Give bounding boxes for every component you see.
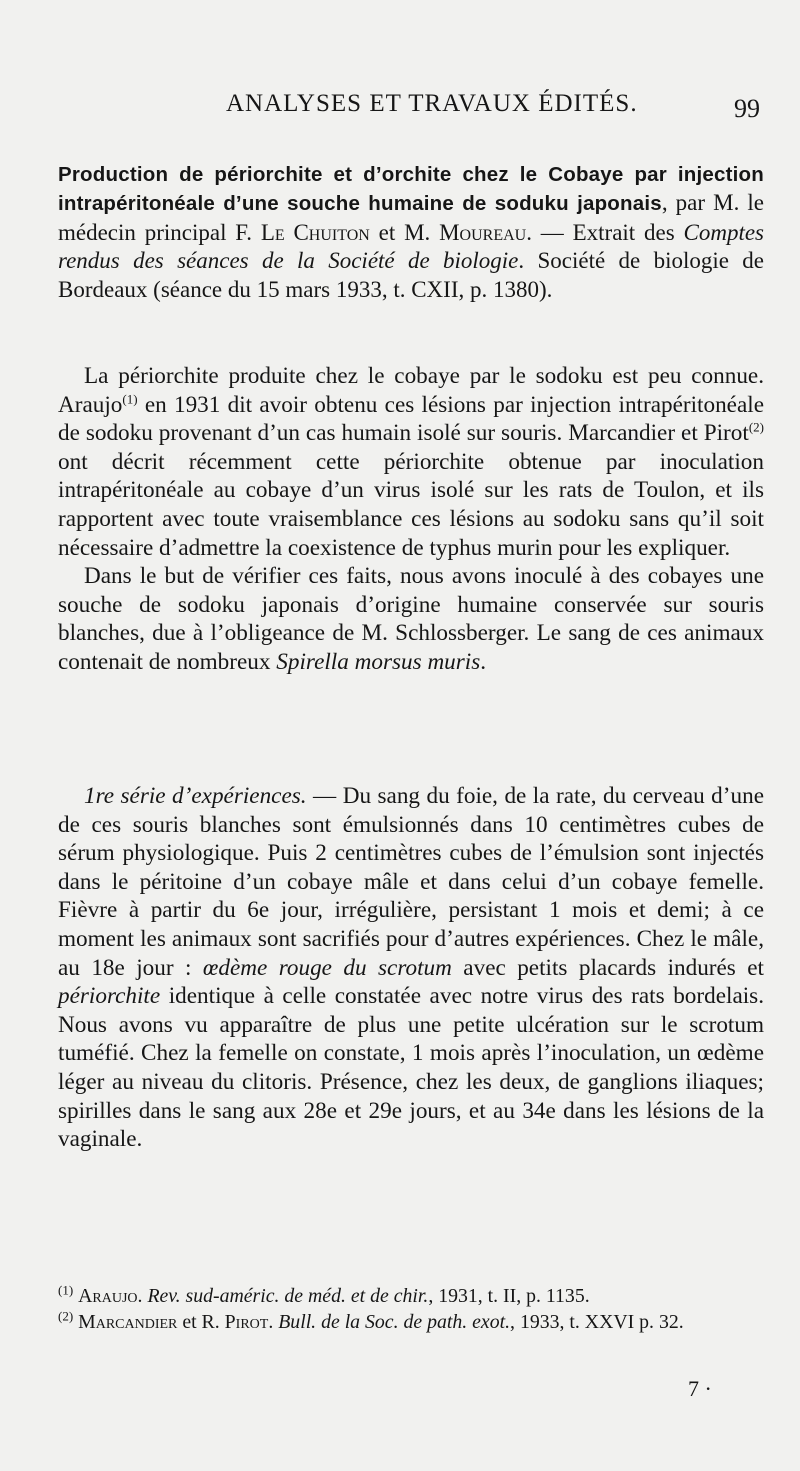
article-byline-part: et M. — [369, 219, 440, 245]
footnote-author: Marcandier — [78, 1311, 178, 1334]
paragraph-text: . — [480, 648, 487, 675]
emphasis: œdème rouge du scrotum — [202, 954, 452, 981]
footnote-journal: Rev. sud-améric. de méd. et de chir. — [147, 1285, 429, 1307]
paragraph-text: identique à celle constatée avec notre virus des rats bordelais. Nous avons vu apparaître de plus une petite ulcération sur le scrotum tuméfié. Chez la femelle on constate, 1 mois après l’inoculation, un œdème léger au niveau du clitoris. Présence, chez les deux, de ganglions iliaques; spirilles dans le sang aux 28e et 29e jours, et au 34e dans les lésions de la vaginale. — [58, 983, 764, 1153]
footnotes — [58, 1283, 766, 1336]
article-title: Production de périorchite et d’orchite chez le Cobaye par injection intrapéritonéale d’une souche humaine de soduku japonais — [58, 163, 764, 216]
running-head-title: ANALYSES ET TRAVAUX ÉDITÉS. — [226, 90, 638, 117]
paragraph-text: Dans le but de vérifier ces faits, nous avons inoculé à des cobayes une souche de sodoku japonais d’origine humaine conservée sur souris blanches, due à l’obligeance de M. Schlossberger. Le sang de ces animaux contenait de nombreux — [58, 563, 764, 675]
signature-mark: 7 · — [688, 1376, 712, 1401]
article-byline-part: , par M. le médecin principal F. — [58, 190, 764, 245]
paragraph-text: avec petits placards indurés et — [451, 954, 764, 981]
footnote-ref[interactable]: (2) — [748, 419, 764, 435]
footnote-mark: (2) — [58, 1308, 74, 1324]
running-head — [0, 90, 800, 122]
footnote-ref[interactable]: (1) — [122, 390, 138, 406]
author-name: Le Chuiton — [260, 219, 370, 245]
section-heading: 1re série d’expériences. — [84, 783, 307, 809]
page-number: 99 — [734, 94, 760, 123]
footnote-author: Pirot. — [224, 1311, 274, 1334]
species-name: Spirella morsus muris — [276, 648, 481, 675]
body-section-experiments — [58, 782, 764, 1154]
article-byline-part: . — Extrait des — [526, 219, 684, 245]
footnote-details: et R. — [177, 1311, 225, 1334]
footnote — [58, 1309, 766, 1335]
paragraph — [58, 562, 764, 676]
emphasis: périorchite — [58, 983, 161, 1010]
footnote-author: Araujo. — [78, 1285, 143, 1307]
footnote-details: , 1931, t. II, p. 1135. — [428, 1285, 590, 1307]
paragraph-text: en 1931 dit avoir obtenu ces lésions par injection intrapéritonéale de sodoku provenant d’un cas humain isolé sur souris. Marcandier et Pirot — [58, 391, 764, 447]
article-heading — [58, 160, 764, 304]
paragraph-text: — Du sang du foie, de la rate, du cerveau d’une de ces souris blanches sont émulsionnés dans 10 centimètres cubes de sérum physiologique. Puis 2 centimètres cubes de l’émulsion sont injectés dans le péritoine d’un cobaye mâle et dans celui d’un cobaye femelle. Fièvre à partir du 6e jour, irrégulière, persistant 1 mois et demi; à ce moment les animaux sont sacrifiés pour d’autres expériences. Chez le mâle, au 18e jour : — [58, 783, 764, 981]
article-byline-part: . Société de biologie de Bordeaux (séance du 15 mars 1933, t. CXII, p. 1380). — [58, 248, 764, 302]
source-title: Comptes rendus des séances de la Société de biologie — [58, 219, 764, 274]
author-name: Moureau — [439, 219, 527, 245]
footnote-details: , 1933, t. XXVI p. 32. — [510, 1311, 684, 1334]
footnote-mark: (1) — [58, 1282, 74, 1298]
paragraph — [58, 362, 764, 562]
footnote-journal: Bull. de la Soc. de path. exot. — [278, 1311, 511, 1334]
paragraph-text: La périorchite produite chez le cobaye par le sodoku est peu connue. Araujo — [58, 363, 764, 418]
footnote — [58, 1283, 766, 1309]
paragraph — [58, 782, 764, 1154]
body-section-intro — [58, 362, 764, 677]
paragraph-text: ont décrit récemment cette périorchite obtenue par inoculation intrapéritonéale au cobaye d’un virus isolé sur les rats de Toulon, et ils rapportent avec toute vraisemblance ces lésions au sodoku sans qu’il soit nécessaire d’admettre la coexistence de typhus murin pour les expliquer. — [58, 448, 764, 561]
